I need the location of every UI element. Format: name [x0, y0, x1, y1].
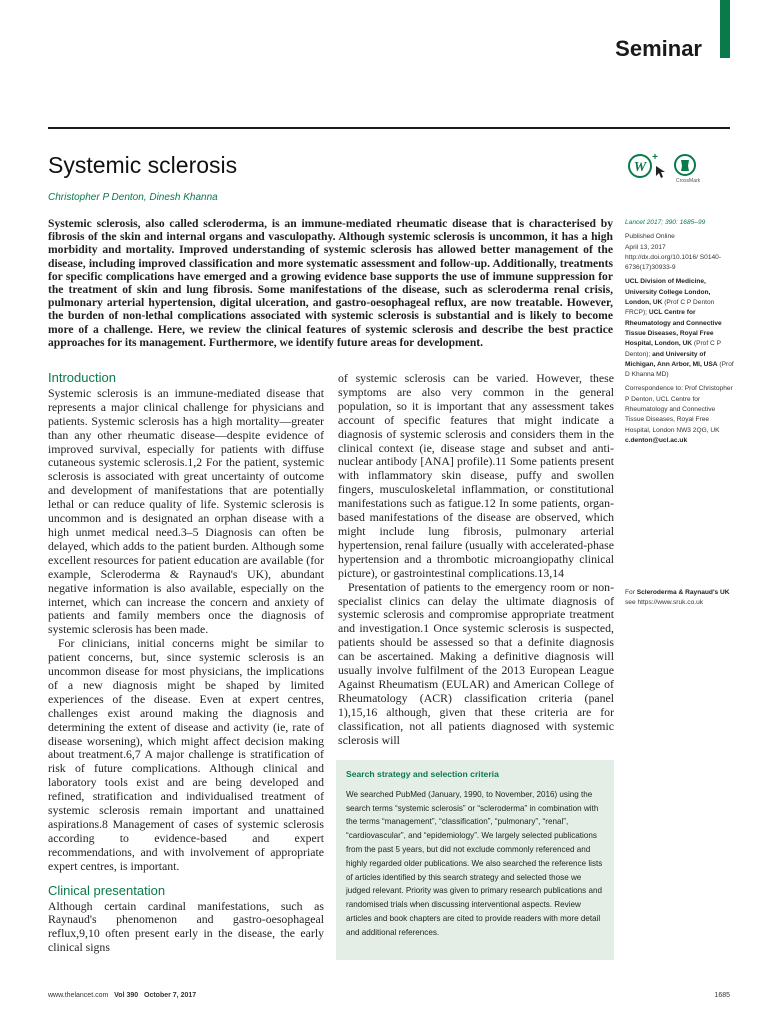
for-label: For — [625, 589, 635, 596]
section-heading-introduction: Introduction — [48, 370, 116, 385]
affiliation-authors: (Prof C P Denton FRCP); — [625, 299, 715, 317]
paragraph: For clinicians, initial concerns might be similar to patient concerns, but, since systemic sclerosis is an uncommon disease for most physicians, the implications of a new diagnosis might be shaped by limited experiences of the disease. Even at expert centres, challenges exist around making the diagnosis and determining the extent of disease and activity (ie, rate of disease worsening), which might affect decision making about treatment.6,7 A major challenge is stratification of risk of future complications. Although clinical and laboratory tools exist and are being developed and refined, stratification and individualised treatment of systemic sclerosis remain important and unattained aspirations.8 Management of cases of systemic sclerosis according to evidence-based and expert recommendations, and with involvement of appropriate expert centres, is important. — [48, 636, 324, 873]
paragraph: Systemic sclerosis is an immune-mediated disease that represents a major clinical challenge for physicians and patients. Systemic sclerosis has a high mortality—greater than any other rheumatic disease—despite evidence of improved survival, especially for patients with diffuse cutaneous systemic sclerosis.1,2 For the patient, systemic sclerosis is associated with great uncertainty of outcome and development of manifestations that are potentially lethal or can reduce quality of life. Systemic sclerosis is uncommon and is designated an orphan disease with a high unmet medical need.3–5 Diagnosis can often be delayed, which adds to the patient burden. Although some excellent resources for patient education are available (for example, Scleroderma & Raynaud's UK), abundant negative information is also available, especially on the internet, which can increase the concern and anxiety of patients and family members once the diagnosis of systemic sclerosis has been made. — [48, 385, 324, 637]
panel-body: We searched PubMed (January, 1990, to November, 2016) using the search terms “systemic sclerosis” or “scleroderma” in combination with the terms “management”, “classification”, “pulmonary”, “renal”, “cardiovascular”, and “epidemiology”. We largely selected publications from the past 5 years, but did not exclude commonly referenced and highly regarded older publications. We also searched the reference lists of articles identified by this search strategy and selected those we judged relevant. Priority was given to primary research publications and randomised trials when discussing interventional aspects. Review articles and book chapters are cited to provide readers with more detail and additional references. — [346, 789, 603, 937]
open-access-w-icon[interactable] — [629, 152, 665, 178]
abstract: Systemic sclerosis, also called scleroderma, is an immune-mediated rheumatic disease that is characterised by fibrosis of the skin and internal organs and vasculopathy. Although systemic sclerosis is uncommon, it has a high morbidity and mortality. Improved understanding of systemic sclerosis has allowed better management of the disease, including improved classification and more systematic assessment and follow-up. Additionally, treatments for specific complications have emerged and a growing evidence base supports the use of immune suppression for the treatment of skin and lung fibrosis. Some manifestations of the disease, such as scleroderma renal crisis, pulmonary arterial hypertension, digital ulceration, and gastro-oesophageal reflux, are now treatable. However, the burden of non-lethal complications associated with systemic sclerosis is substantial and is likely to become more of a challenge. Here, we review the clinical features of systemic sclerosis and describe the best practice approaches for its management. Furthermore, we identify future areas for development. — [48, 217, 613, 349]
affiliation: UCL Division of Medicine, University College London, London, UK — [625, 278, 711, 307]
section-color-tab — [720, 0, 730, 58]
body-column-left — [48, 371, 324, 955]
citation[interactable]: Lancet 2017; 390: 1685–99 — [625, 219, 706, 226]
body-column-right — [338, 372, 614, 747]
section-heading-clinical-presentation: Clinical presentation — [48, 882, 166, 898]
sruk-name: Scleroderma & Raynaud's UK — [636, 589, 730, 596]
footer-date: October 7, 2017 — [144, 992, 197, 999]
footer-page-number: 1685 — [714, 992, 730, 999]
crossmark-label: CrossMark — [676, 178, 701, 184]
affiliation-authors: (Prof D Khanna MD) — [625, 360, 734, 379]
article-badges — [626, 150, 706, 190]
sidebar-sruk-note — [625, 588, 735, 609]
affiliation-authors: (Prof C P Denton); — [625, 340, 721, 358]
article-authors: Christopher P Denton, Dinesh Khanna — [48, 192, 218, 203]
article-title: Systemic sclerosis — [48, 152, 238, 178]
crossmark-icon[interactable] — [675, 155, 695, 175]
section-label: Seminar — [615, 36, 702, 61]
affiliation: University of Michigan, Ann Arbor, MI, USA — [625, 350, 718, 368]
paragraph: Presentation of patients to the emergency room or non-specialist clinics can delay the ultimate diagnosis of systemic sclerosis and compromise appropriate treatment and investigation.1 Once systemic sclerosis is suspected, patients should be assessed so that a definite diagnosis can be ascertained. Making a definitive diagnosis will usually involve fulfilment of the 2013 European League Against Rheumatism (EULAR) and American College of Rheumatology (ACR) classification criteria (panel 1),15,16 although, given that these criteria are for classification, not all patients diagnosed with systemic sclerosis will — [338, 579, 614, 747]
correspondence: Correspondence to: Prof Christopher P Denton, UCL Centre for Rheumatology and Connective Tissue Diseases, Royal Free Hospital, London NW3 2QG, UK — [625, 385, 733, 434]
sruk-link[interactable]: see https://www.sruk.co.uk — [625, 599, 704, 607]
search-strategy-panel — [336, 760, 614, 960]
conjunction: and — [652, 350, 664, 358]
svg-text:W: W — [633, 160, 647, 175]
footer-volume: Vol 390 — [114, 992, 139, 999]
correspondence-email[interactable]: c.denton@ucl.ac.uk — [625, 436, 688, 444]
affiliation: UCL Centre for Rheumatology and Connective Tissue Diseases, Royal Free Hospital, London, UK — [625, 309, 722, 348]
footer-left — [48, 992, 196, 999]
paragraph: of systemic sclerosis can be varied. However, these symptoms are also very common in the general population, so it is important that any assessment takes account of specific features that might indicate a diagnosis of systemic sclerosis and considers them in the clinical context (ie, disease stage and subset and anti-nuclear antibody [ANA] profile).11 Some patients present with inflammatory skin disease, puffy and swollen fingers, musculoskeletal inflammation, or constitutional manifestations such as fatigue.12 In some patients, organ-based manifestations of the disease are observed, which might include lung fibrosis, pulmonary arterial hypertension, renal failure (usually with accelerated-phase hypertension and a thrombotic microangiopathy clinical picture), or gastrointestinal complications.13,14 — [338, 371, 614, 580]
doi-link[interactable]: http://dx.doi.org/10.1016/ S0140-6736(17)30933-9 — [625, 253, 722, 272]
sidebar-article-info — [625, 218, 735, 450]
panel-heading: Search strategy and selection criteria — [346, 769, 499, 779]
header-rule — [48, 127, 730, 129]
published-label: Published Online — [625, 233, 675, 241]
svg-text:+: + — [652, 152, 658, 163]
paragraph: Although certain cardinal manifestations, such as Raynaud's phenomenon and gastro-oesophageal reflux,9,10 often present early in the disease, the early clinical signs — [48, 898, 324, 955]
published-date: April 13, 2017 — [625, 243, 666, 251]
footer-site[interactable]: www.thelancet.com — [48, 992, 109, 999]
